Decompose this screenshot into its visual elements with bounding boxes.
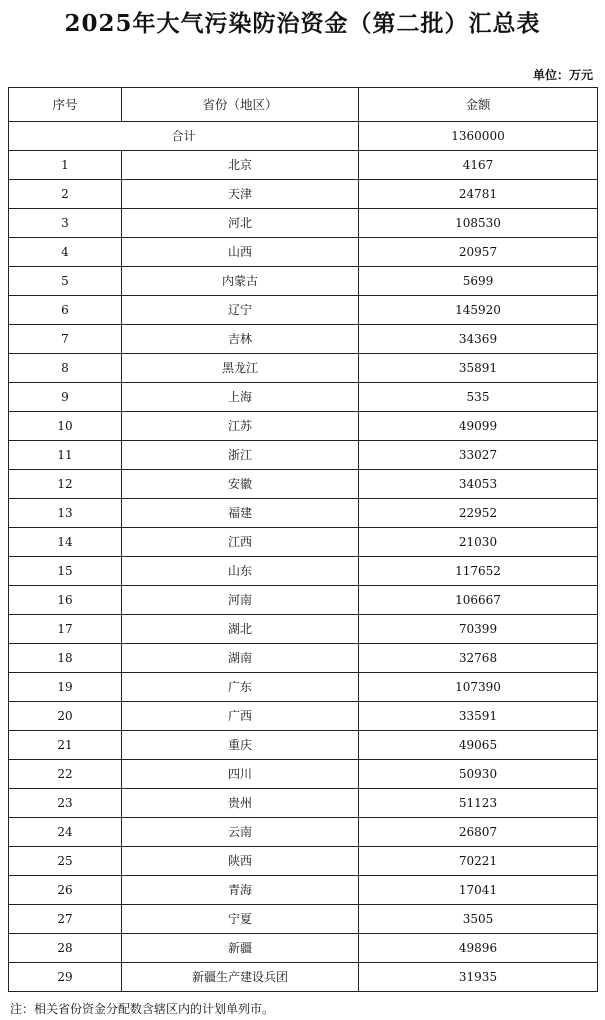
- row-amount: 108530: [359, 209, 598, 238]
- table-row: [9, 267, 598, 296]
- row-region: 浙江: [122, 441, 359, 470]
- table-row: [9, 615, 598, 644]
- table-row: [9, 383, 598, 412]
- row-index: 5: [9, 267, 122, 296]
- row-index: 11: [9, 441, 122, 470]
- table-row: [9, 673, 598, 702]
- row-region: 天津: [122, 180, 359, 209]
- table-row: [9, 876, 598, 905]
- table-row: [9, 296, 598, 325]
- table-row: [9, 470, 598, 499]
- row-index: 9: [9, 383, 122, 412]
- row-region: 四川: [122, 760, 359, 789]
- row-region: 湖南: [122, 644, 359, 673]
- row-amount: 4167: [359, 151, 598, 180]
- row-amount: 34053: [359, 470, 598, 499]
- page-title: 2025年大气污染防治资金（第二批）汇总表: [64, 10, 541, 37]
- table-row: [9, 760, 598, 789]
- row-amount: 49065: [359, 731, 598, 760]
- row-amount: 20957: [359, 238, 598, 267]
- header-index: 序号: [9, 88, 122, 122]
- row-index: 22: [9, 760, 122, 789]
- row-region: 山东: [122, 557, 359, 586]
- row-index: 2: [9, 180, 122, 209]
- row-region: 上海: [122, 383, 359, 412]
- row-index: 28: [9, 934, 122, 963]
- row-index: 13: [9, 499, 122, 528]
- row-index: 6: [9, 296, 122, 325]
- summary-table: [8, 87, 598, 992]
- table-row: [9, 847, 598, 876]
- footnote: 注：相关省份资金分配数含辖区内的计划单列市。: [10, 1002, 275, 1016]
- table-row: [9, 499, 598, 528]
- row-region: 安徽: [122, 470, 359, 499]
- row-amount: 21030: [359, 528, 598, 557]
- row-index: 29: [9, 963, 122, 992]
- table-header-row: [9, 88, 598, 122]
- row-index: 27: [9, 905, 122, 934]
- row-region: 吉林: [122, 325, 359, 354]
- table-row: [9, 905, 598, 934]
- table-row: [9, 354, 598, 383]
- row-amount: 24781: [359, 180, 598, 209]
- row-region: 辽宁: [122, 296, 359, 325]
- row-index: 7: [9, 325, 122, 354]
- row-amount: 26807: [359, 818, 598, 847]
- table-row: [9, 934, 598, 963]
- row-region: 北京: [122, 151, 359, 180]
- row-amount: 70221: [359, 847, 598, 876]
- row-region: 江苏: [122, 412, 359, 441]
- row-region: 新疆生产建设兵团: [122, 963, 359, 992]
- row-index: 24: [9, 818, 122, 847]
- header-amount: 金额: [359, 88, 598, 122]
- total-label: 合计: [9, 122, 359, 151]
- table-row: [9, 702, 598, 731]
- row-amount: 33591: [359, 702, 598, 731]
- row-region: 河南: [122, 586, 359, 615]
- row-region: 广西: [122, 702, 359, 731]
- table-row: [9, 818, 598, 847]
- row-amount: 3505: [359, 905, 598, 934]
- row-index: 16: [9, 586, 122, 615]
- row-amount: 106667: [359, 586, 598, 615]
- row-amount: 107390: [359, 673, 598, 702]
- table-row: [9, 180, 598, 209]
- row-index: 23: [9, 789, 122, 818]
- total-row: [9, 122, 598, 151]
- row-region: 新疆: [122, 934, 359, 963]
- table-row: [9, 151, 598, 180]
- row-region: 黑龙江: [122, 354, 359, 383]
- table-row: [9, 644, 598, 673]
- row-index: 18: [9, 644, 122, 673]
- table-row: [9, 789, 598, 818]
- row-amount: 51123: [359, 789, 598, 818]
- row-amount: 70399: [359, 615, 598, 644]
- row-index: 26: [9, 876, 122, 905]
- table-row: [9, 557, 598, 586]
- table-row: [9, 731, 598, 760]
- row-amount: 535: [359, 383, 598, 412]
- table-row: [9, 963, 598, 992]
- row-region: 云南: [122, 818, 359, 847]
- row-region: 内蒙古: [122, 267, 359, 296]
- row-index: 19: [9, 673, 122, 702]
- table-row: [9, 209, 598, 238]
- row-region: 福建: [122, 499, 359, 528]
- row-index: 12: [9, 470, 122, 499]
- header-region: 省份（地区）: [122, 88, 359, 122]
- row-index: 8: [9, 354, 122, 383]
- row-region: 青海: [122, 876, 359, 905]
- row-index: 10: [9, 412, 122, 441]
- row-amount: 145920: [359, 296, 598, 325]
- row-amount: 33027: [359, 441, 598, 470]
- row-region: 贵州: [122, 789, 359, 818]
- row-amount: 22952: [359, 499, 598, 528]
- row-region: 河北: [122, 209, 359, 238]
- row-amount: 31935: [359, 963, 598, 992]
- row-amount: 49896: [359, 934, 598, 963]
- unit-label: 单位：万元: [532, 68, 593, 82]
- row-amount: 50930: [359, 760, 598, 789]
- row-region: 江西: [122, 528, 359, 557]
- row-index: 20: [9, 702, 122, 731]
- row-region: 陕西: [122, 847, 359, 876]
- row-region: 宁夏: [122, 905, 359, 934]
- table-row: [9, 441, 598, 470]
- row-index: 4: [9, 238, 122, 267]
- table-row: [9, 325, 598, 354]
- row-region: 湖北: [122, 615, 359, 644]
- row-amount: 32768: [359, 644, 598, 673]
- row-index: 17: [9, 615, 122, 644]
- row-region: 山西: [122, 238, 359, 267]
- row-amount: 5699: [359, 267, 598, 296]
- row-amount: 35891: [359, 354, 598, 383]
- table-row: [9, 412, 598, 441]
- row-index: 3: [9, 209, 122, 238]
- row-index: 1: [9, 151, 122, 180]
- table-row: [9, 528, 598, 557]
- row-amount: 34369: [359, 325, 598, 354]
- row-amount: 117652: [359, 557, 598, 586]
- row-amount: 17041: [359, 876, 598, 905]
- row-index: 21: [9, 731, 122, 760]
- table-row: [9, 238, 598, 267]
- total-value: 1360000: [359, 122, 598, 151]
- table-row: [9, 586, 598, 615]
- row-region: 重庆: [122, 731, 359, 760]
- row-index: 25: [9, 847, 122, 876]
- row-index: 15: [9, 557, 122, 586]
- row-region: 广东: [122, 673, 359, 702]
- row-index: 14: [9, 528, 122, 557]
- row-amount: 49099: [359, 412, 598, 441]
